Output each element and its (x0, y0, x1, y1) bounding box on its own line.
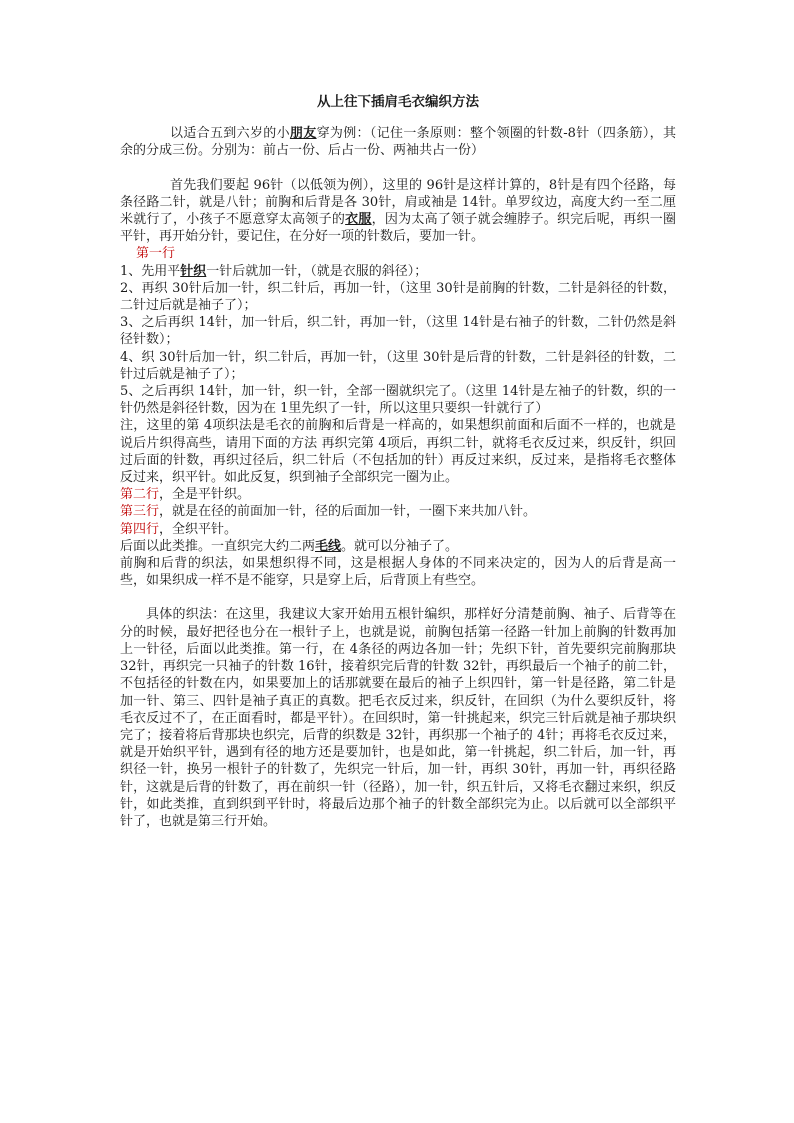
intro-paragraph (120, 125, 676, 159)
row1-label: 第一行 (136, 246, 176, 262)
paragraph-start (120, 177, 676, 246)
spacer (120, 160, 676, 177)
intro-text-a: 以适合五到六岁的小 (170, 126, 290, 142)
after-text-b: 。就可以分袖子了。 (341, 538, 459, 554)
after-text-a: 后面以此类推。一直织完大约二两 (120, 538, 316, 554)
step1-text-b: 一针后就加一针，（就是衣服的斜径）； (206, 263, 428, 279)
step-5: 5、之后再织 14针，加一针，织一针，全部一圈就织完了。（这里 14针是左袖子的针数，织的一针仍然是斜径针数，因为在 1里先织了一针，所以这里只要织一针就行了） (120, 384, 676, 417)
row3-text: ，就是在径的前面加一针，径的后面加一针，一圈下来共加八针。 (159, 504, 537, 520)
detail-paragraph: 具体的织法：在这里，我建议大家开始用五根针编织，那样好分清楚前胸、袖子、后背等在分的时候，最好把径也分在一根针子上，也就是说，前胸包括第一径路一针加上前胸的针数再加上一针径，后面以此类推。第一行，在 4条径的两边各加一针；先织下针，首先要织完前胸那块 32针，再织完一只袖子的针数 16针，接着织完后背的针数 32针，再织最后一个袖子的前二针，不包括径的针数在内，如果要加上的话那就要在最后的袖子上织四针，第一针是径路，第二针是加一针、第三、四针是袖子真正的真数。把毛衣反过来，织反针，在回织（为什么要织反针，将毛衣反过不了，在正面看时，都是平针）。在回织时，第一针挑起来，织完三针后就是袖子那块织完了；接着将后背那块也织完，后背的织数是 32针，再织那一个袖子的 4针；再将毛衣反过来，就是开始织平针，遇到有径的地方还是要加针，也是如此，第一针挑起，织二针后，加一针，再织径一针，换另一根针子的针数了，先织完一针后，加一针，再织 30针，再加一针，再织径路针，这就是后背的针数了，再在前织一针（径路），加一针，织五针后，又将毛衣翻过来织，织反针，如此类推，直到织到平针时，将最后边那个袖子的针数全部织完为止。以后就可以全部织平针了，也就是第三行开始。 (120, 607, 676, 829)
row3-label: 第三行 (120, 504, 160, 520)
row-2 (120, 486, 676, 503)
para1-text-a: 首先我们要起 96针（以低领为例），这里的 96针是这样计算的，8针是有四个径路，每条径路二针，就是八针；前胸和后背是各 30针，肩或袖是 14针。单罗纹边，高度大约一至二厘米就行了，小孩子不愿意穿太高领子的 (120, 177, 676, 228)
spacer (120, 589, 676, 606)
row2-text: ，全是平针织。 (159, 487, 251, 503)
para1-text-b: ，因为太高了领子就会缠脖子。织完后呢，再织一圈平针，再开始分针，要记住，在分好一项的针数后，要加一针。 (120, 212, 676, 245)
para1-keyword-link[interactable]: 衣服 (345, 212, 372, 228)
front-back-paragraph: 前胸和后背的织法，如果想织得不同，这是根据人身体的不同来决定的，因为人的后背是高一些，如果织成一样不是不能穿，只是穿上后，后背顶上有些空。 (120, 556, 676, 589)
intro-text-b: 穿为例：（记住一条原则：整个领圈的针数-8针（四条筋），其余的分成三份。分别为：前占一份、后占一份、两袖共占一份） (120, 126, 676, 159)
step-2: 2、再织 30针后加一针，织二针后，再加一针，（这里 30针是前胸的针数，二针是斜径的针数，二针过后就是袖子了）； (120, 280, 676, 314)
row4-label: 第四行 (120, 521, 160, 537)
step-3: 3、之后再织 14针，加一针后，织二针，再加一针，（这里 14针是右袖子的针数，二针仍然是斜径针数）； (120, 315, 676, 348)
after-paragraph (120, 538, 676, 555)
note-paragraph: 注，这里的第 4项织法是毛衣的前胸和后背是一样高的，如果想织前面和后面不一样的，也就是说后片织得高些，请用下面的方法 再织完第 4项后，再织二针，就将毛衣反过来，织反针，织回过后面的针数，再织过径后，织二针后（不包括加的针）再反过来织，反过来，是指将毛衣整体反过来，织平针。如此反复，织到袖子全部织完一圈为止。 (120, 418, 676, 486)
row-3 (120, 503, 676, 520)
after-keyword-link[interactable]: 毛线 (315, 538, 342, 554)
row4-text: ，全织平针。 (159, 521, 238, 537)
intro-keyword-link[interactable]: 朋友 (289, 126, 317, 142)
step-4: 4、织 30针后加一针，织二针后，再加一针，（这里 30针是后背的针数，二针是斜径的针数，二针过后就是袖子了）； (120, 349, 676, 382)
step1-keyword-link[interactable]: 针织 (180, 263, 207, 279)
step-1 (120, 263, 676, 280)
document-title: 从上往下插肩毛衣编织方法 (317, 94, 479, 110)
step1-text-a: 1、先用平 (120, 263, 181, 279)
row2-label: 第二行 (120, 487, 160, 503)
row-4 (120, 521, 676, 538)
